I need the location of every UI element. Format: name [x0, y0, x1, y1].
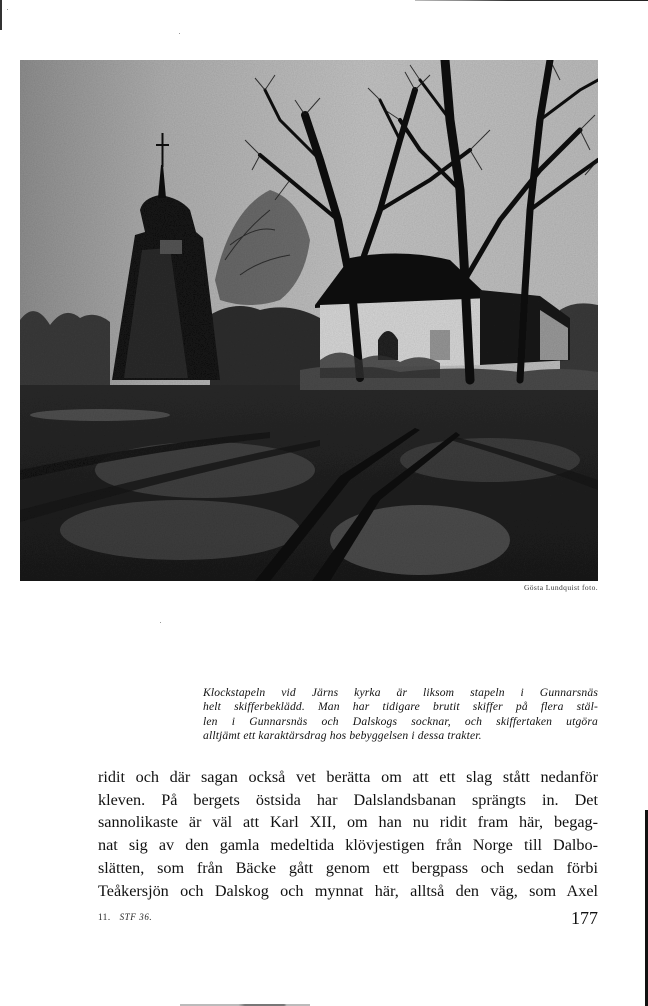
- church-bell-tower-illustration: [20, 60, 598, 581]
- body-line: sannolikaste är väl att Karl XII, om han nu ridit fram här, begag-: [98, 813, 598, 832]
- photo-credit: Gösta Lundquist foto.: [523, 583, 598, 592]
- caption-line: len i Gunnarsnäs och Dalskogs socknar, och skiffertaken utgöra: [203, 714, 598, 728]
- caption-line: alltjämt ett karaktärsdrag hos bebyggelsen i dessa trakter.: [203, 729, 482, 743]
- body-line: nat sig av den gamla medeltida klövjestigen från Norge till Dalbo-: [98, 836, 598, 855]
- scan-speck: [179, 33, 180, 34]
- scan-edge-top: [415, 0, 648, 1]
- body-line: kleven. På bergets östsida har Dalslandsbanan sprängts in. Det: [98, 790, 598, 809]
- photograph: [20, 60, 598, 581]
- body-line: slätten, som från Bäcke gått genom ett bergpass och sedan förbi: [98, 858, 598, 877]
- printer-signature: [98, 912, 152, 922]
- scan-speck: [160, 622, 161, 623]
- body-line: ridit och där sagan också vet berätta om att ett slag stått nedanför: [98, 768, 598, 786]
- photo-caption: [203, 686, 598, 744]
- caption-line: Klockstapeln vid Järns kyrka är liksom stapeln i Gunnarsnäs: [203, 686, 598, 699]
- body-paragraph: [98, 766, 598, 902]
- signature-number: 11.: [98, 912, 111, 922]
- scan-speck: [7, 9, 8, 10]
- signature-title: STF 36.: [119, 912, 153, 922]
- caption-line: helt skifferbeklädd. Man har tidigare brutit skiffer på flera stäl-: [203, 700, 598, 714]
- page-number: 177: [571, 908, 598, 928]
- body-line: Teåkersjön och Dalskog och mynnat här, alltså den väg, som Axel: [98, 881, 598, 900]
- scan-edge-left: [0, 0, 2, 30]
